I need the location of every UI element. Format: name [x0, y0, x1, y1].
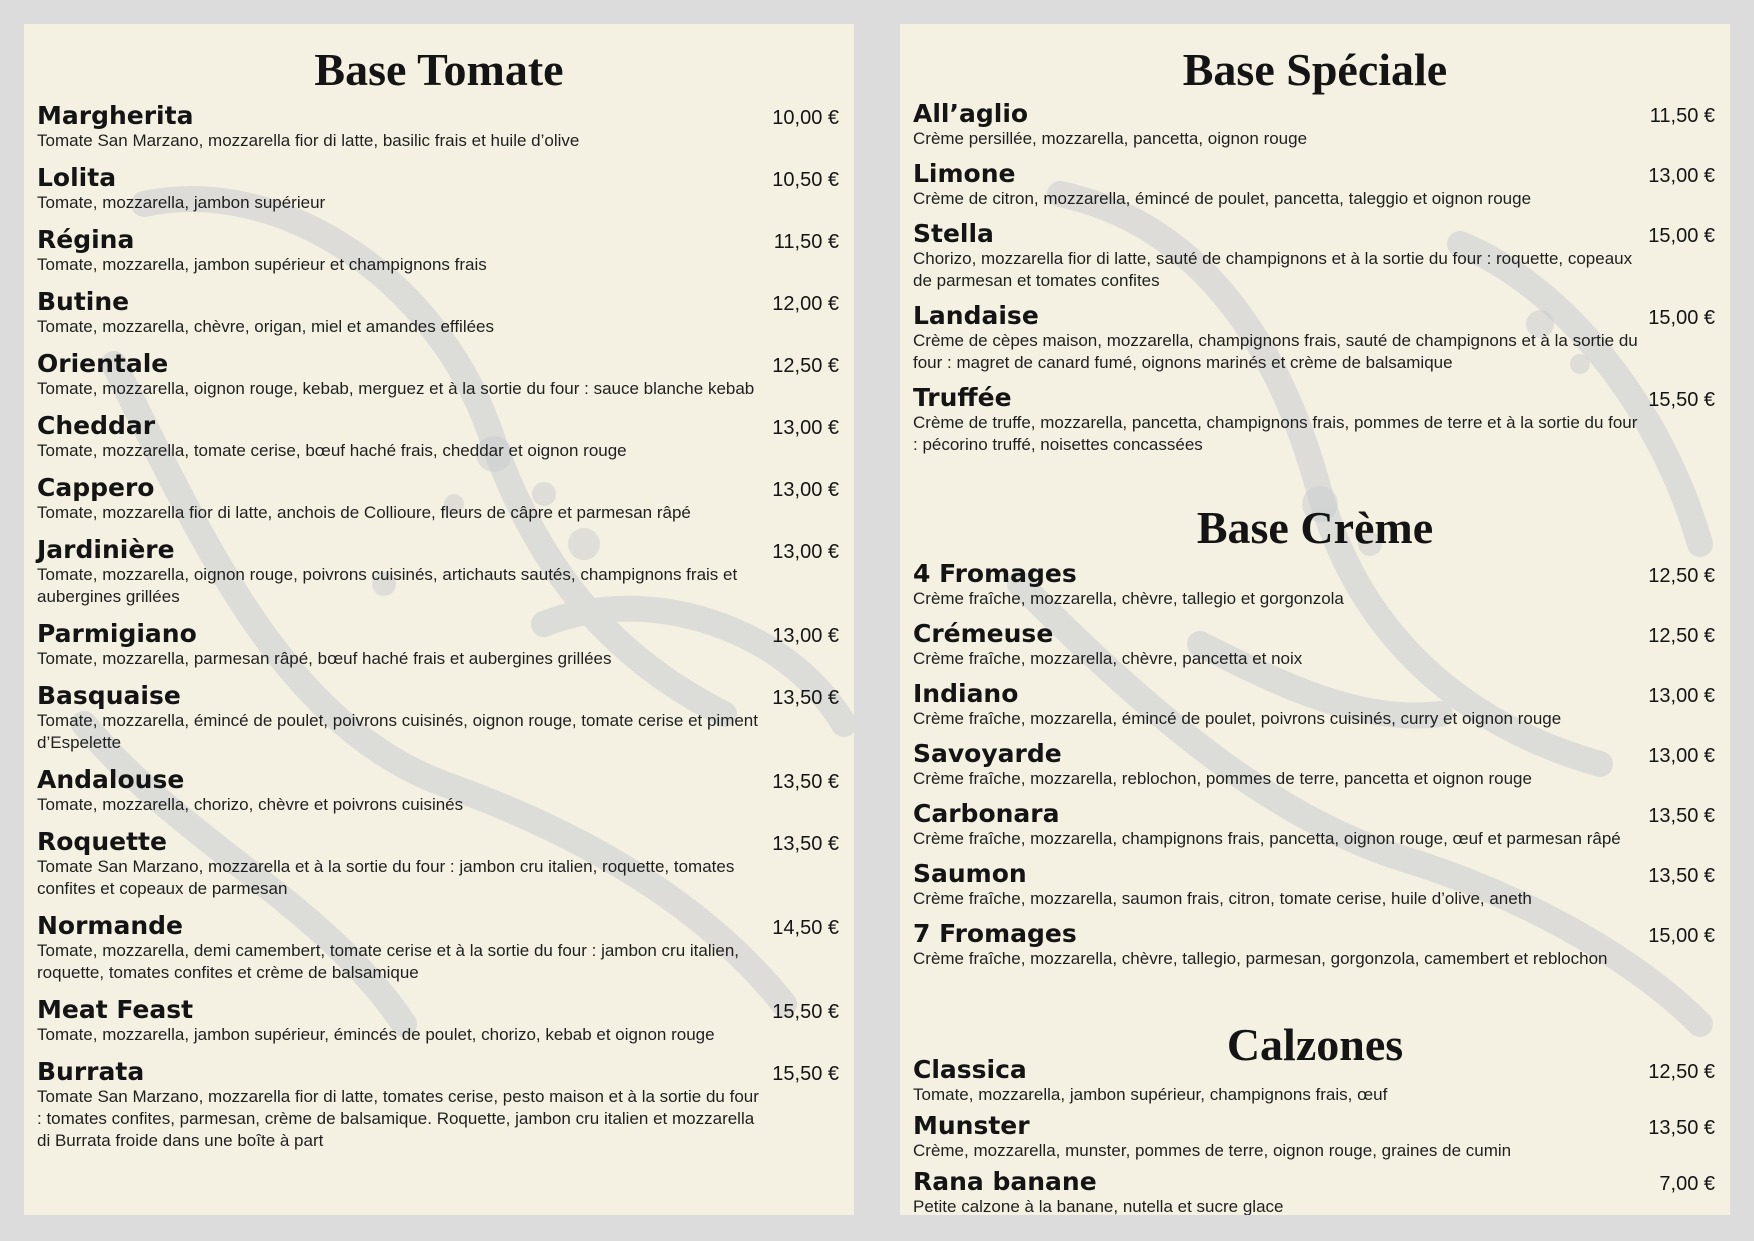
menu-item	[37, 996, 852, 1046]
menu-item-description: Crème de citron, mozzarella, émincé de poulet, pancetta, taleggio et oignon rouge	[913, 189, 1532, 208]
menu-item	[913, 800, 1728, 850]
menu-item-price: 13,50 €	[772, 833, 839, 855]
menu-item-name: Carbonara	[913, 799, 1060, 828]
menu-panel-left	[24, 24, 854, 1215]
menu-item-name: Burrata	[37, 1057, 145, 1086]
menu-item-description: Tomate, mozzarella, jambon supérieur, émincés de poulet, chorizo, kebab et oignon rouge	[37, 1025, 715, 1044]
menu-item-price: 12,50 €	[1648, 565, 1715, 587]
menu-item-description: Tomate San Marzano, mozzarella fior di latte, tomates cerise, pesto maison et à la sortie du four : tomates confites, parmesan, crème de balsamique. Roquette, jambon cru italien et mozzarella di Burrata froide dans une boîte à part	[37, 1087, 759, 1150]
menu-item	[913, 1112, 1728, 1162]
menu-item-name: Crémeuse	[913, 619, 1054, 648]
menu-item-price: 13,00 €	[772, 625, 839, 647]
menu-item-description: Tomate, mozzarella, jambon supérieur	[37, 193, 326, 212]
menu-item-name: Roquette	[37, 827, 167, 856]
menu-item	[913, 620, 1728, 670]
menu-item-name: Landaise	[913, 301, 1039, 330]
menu-item-name: Limone	[913, 159, 1016, 188]
menu-item-description: Crème fraîche, mozzarella, saumon frais, citron, tomate cerise, huile d’olive, aneth	[913, 889, 1532, 908]
menu-item-name: All’aglio	[913, 99, 1029, 128]
menu-item-name: 7 Fromages	[913, 919, 1077, 948]
menu-item	[37, 682, 852, 754]
menu-item	[913, 680, 1728, 730]
menu-item-price: 13,50 €	[772, 687, 839, 709]
menu-item-price: 10,00 €	[772, 107, 839, 129]
menu-item	[913, 1168, 1728, 1215]
menu-item-name: Normande	[37, 911, 183, 940]
menu-item-name: Rana banane	[913, 1167, 1097, 1196]
menu-list-calzones	[913, 1056, 1728, 1215]
menu-item-price: 13,50 €	[772, 771, 839, 793]
menu-item-price: 7,00 €	[1659, 1173, 1715, 1195]
menu-item-description: Tomate, mozzarella, tomate cerise, bœuf haché frais, cheddar et oignon rouge	[37, 441, 627, 460]
menu-list-base-speciale	[913, 100, 1728, 456]
menu-item-name: Indiano	[913, 679, 1019, 708]
menu-item-name: Stella	[913, 219, 994, 248]
menu-item-description: Crème fraîche, mozzarella, émincé de poulet, poivrons cuisinés, curry et oignon rouge	[913, 709, 1562, 728]
menu-item-description: Tomate, mozzarella, jambon supérieur, champignons frais, œuf	[913, 1085, 1388, 1104]
menu-panel-right	[900, 24, 1730, 1215]
menu-item	[37, 350, 852, 400]
menu-item	[37, 474, 852, 524]
menu-item-price: 15,00 €	[1648, 307, 1715, 329]
menu-item	[37, 766, 852, 816]
menu-item-price: 12,50 €	[772, 355, 839, 377]
menu-item	[37, 828, 852, 900]
section-title-calzones: Calzones	[1226, 1019, 1404, 1070]
menu-item-description: Chorizo, mozzarella fior di latte, sauté de champignons et à la sortie du four : roquette, copeaux de parmesan et tomates confites	[913, 249, 1633, 290]
menu-item	[913, 302, 1728, 374]
menu-item-price: 12,50 €	[1648, 625, 1715, 647]
menu-item-price: 13,00 €	[772, 417, 839, 439]
menu-item-description: Crème fraîche, mozzarella, chèvre, tallegio, parmesan, gorgonzola, camembert et reblochon	[913, 949, 1608, 968]
menu-item-price: 13,50 €	[1648, 865, 1715, 887]
menu-item-name: Parmigiano	[37, 619, 197, 648]
menu-item	[37, 620, 852, 670]
menu-item-description: Tomate San Marzano, mozzarella et à la sortie du four : jambon cru italien, roquette, tomates confites et copeaux de parmesan	[37, 857, 735, 898]
menu-item-price: 13,50 €	[1648, 805, 1715, 827]
menu-item-description: Tomate San Marzano, mozzarella fior di latte, basilic frais et huile d’olive	[37, 131, 580, 150]
menu-item-description: Petite calzone à la banane, nutella et sucre glace	[913, 1197, 1284, 1215]
menu-item	[913, 100, 1728, 150]
menu-item-price: 13,00 €	[772, 541, 839, 563]
menu-item-description: Crème fraîche, mozzarella, reblochon, pommes de terre, pancetta et oignon rouge	[913, 769, 1532, 788]
section-title-base-creme: Base Crème	[1196, 502, 1434, 553]
menu-item-name: Régina	[37, 225, 135, 254]
menu-item-name: Savoyarde	[913, 739, 1062, 768]
menu-item	[37, 412, 852, 462]
menu-item	[37, 288, 852, 338]
menu-item	[913, 860, 1728, 910]
menu-item-price: 14,50 €	[772, 917, 839, 939]
menu-item-description: Tomate, mozzarella fior di latte, anchois de Collioure, fleurs de câpre et parmesan râpé	[37, 503, 691, 522]
menu-item-name: Lolita	[37, 163, 117, 192]
menu-item	[37, 164, 852, 214]
menu-item	[913, 920, 1728, 970]
menu-item-description: Tomate, mozzarella, chèvre, origan, miel et amandes effilées	[37, 317, 495, 336]
menu-item-description: Tomate, mozzarella, jambon supérieur et champignons frais	[37, 255, 487, 274]
menu-item-description: Tomate, mozzarella, émincé de poulet, poivrons cuisinés, oignon rouge, tomate cerise et piment d’Espelette	[37, 711, 758, 752]
menu-item-price: 15,00 €	[1648, 225, 1715, 247]
menu-item	[913, 220, 1728, 292]
menu-item-description: Crème fraîche, mozzarella, champignons frais, pancetta, oignon rouge, œuf et parmesan râpé	[913, 829, 1621, 848]
menu-item-name: Truffée	[913, 383, 1012, 412]
menu-item-price: 12,00 €	[772, 293, 839, 315]
menu-item-price: 15,50 €	[1648, 389, 1715, 411]
menu-item-description: Tomate, mozzarella, demi camembert, tomate cerise et à la sortie du four : jambon cru italien, roquette, tomates confites et crème de balsamique	[37, 941, 740, 982]
menu-item	[913, 160, 1728, 210]
menu-item-price: 13,00 €	[1648, 165, 1715, 187]
menu-item-name: 4 Fromages	[913, 559, 1077, 588]
menu-item-price: 12,50 €	[1648, 1061, 1715, 1083]
menu-item	[913, 560, 1728, 610]
menu-item	[37, 912, 852, 984]
menu-item	[913, 740, 1728, 790]
menu-item-name: Basquaise	[37, 681, 181, 710]
menu-item-price: 15,50 €	[772, 1063, 839, 1085]
section-title-base-speciale: Base Spéciale	[1182, 44, 1448, 95]
menu-item-description: Crème persillée, mozzarella, pancetta, oignon rouge	[913, 129, 1308, 148]
menu-item-name: Margherita	[37, 101, 194, 130]
menu-item-price: 13,00 €	[772, 479, 839, 501]
menu-item-name: Cheddar	[37, 411, 156, 440]
menu-item-price: 10,50 €	[772, 169, 839, 191]
menu-item-price: 15,50 €	[772, 1001, 839, 1023]
menu-item-name: Saumon	[913, 859, 1027, 888]
menu-item	[37, 102, 852, 152]
menu-item-name: Munster	[913, 1111, 1030, 1140]
menu-item	[913, 1056, 1728, 1106]
menu-item-price: 13,50 €	[1648, 1117, 1715, 1139]
menu-item-description: Crème fraîche, mozzarella, chèvre, pancetta et noix	[913, 649, 1303, 668]
menu-item-description: Crème de truffe, mozzarella, pancetta, champignons frais, pommes de terre et à la sortie du four : pécorino truffé, noisettes concassées	[913, 413, 1638, 454]
menu-item-description: Crème, mozzarella, munster, pommes de terre, oignon rouge, graines de cumin	[913, 1141, 1512, 1160]
section-title-base-tomate: Base Tomate	[314, 44, 564, 95]
menu-item-description: Tomate, mozzarella, oignon rouge, poivrons cuisinés, artichauts sautés, champignons frais et aubergines grillées	[37, 565, 738, 606]
menu-item-description: Crème de cèpes maison, mozzarella, champignons frais, sauté de champignons et à la sortie du four : magret de canard fumé, oignons marinés et crème de balsamique	[913, 331, 1638, 372]
menu-item-name: Classica	[913, 1055, 1027, 1084]
menu-item	[37, 226, 852, 276]
menu-item-price: 11,50 €	[773, 231, 839, 253]
menu-item-name: Meat Feast	[37, 995, 194, 1024]
menu-item-description: Tomate, mozzarella, chorizo, chèvre et poivrons cuisinés	[37, 795, 464, 814]
menu-item-price: 15,00 €	[1648, 925, 1715, 947]
menu-item-description: Crème fraîche, mozzarella, chèvre, tallegio et gorgonzola	[913, 589, 1344, 608]
menu-item-price: 13,00 €	[1648, 745, 1715, 767]
menu-item-name: Orientale	[37, 349, 169, 378]
menu-item-price: 11,50 €	[1649, 105, 1715, 127]
menu-item-name: Andalouse	[37, 765, 185, 794]
menu-item	[37, 536, 852, 608]
menu-item-price: 13,00 €	[1648, 685, 1715, 707]
menu-list-base-tomate	[37, 102, 852, 1164]
menu-item-name: Jardinière	[37, 535, 175, 564]
menu-item-name: Cappero	[37, 473, 155, 502]
menu-item-description: Tomate, mozzarella, parmesan râpé, bœuf haché frais et aubergines grillées	[37, 649, 612, 668]
menu-list-base-creme	[913, 560, 1728, 970]
menu-item	[37, 1058, 852, 1152]
menu-item-name: Butine	[37, 287, 130, 316]
menu-item	[913, 384, 1728, 456]
menu-item-description: Tomate, mozzarella, oignon rouge, kebab, merguez et à la sortie du four : sauce blanche kebab	[37, 379, 755, 398]
